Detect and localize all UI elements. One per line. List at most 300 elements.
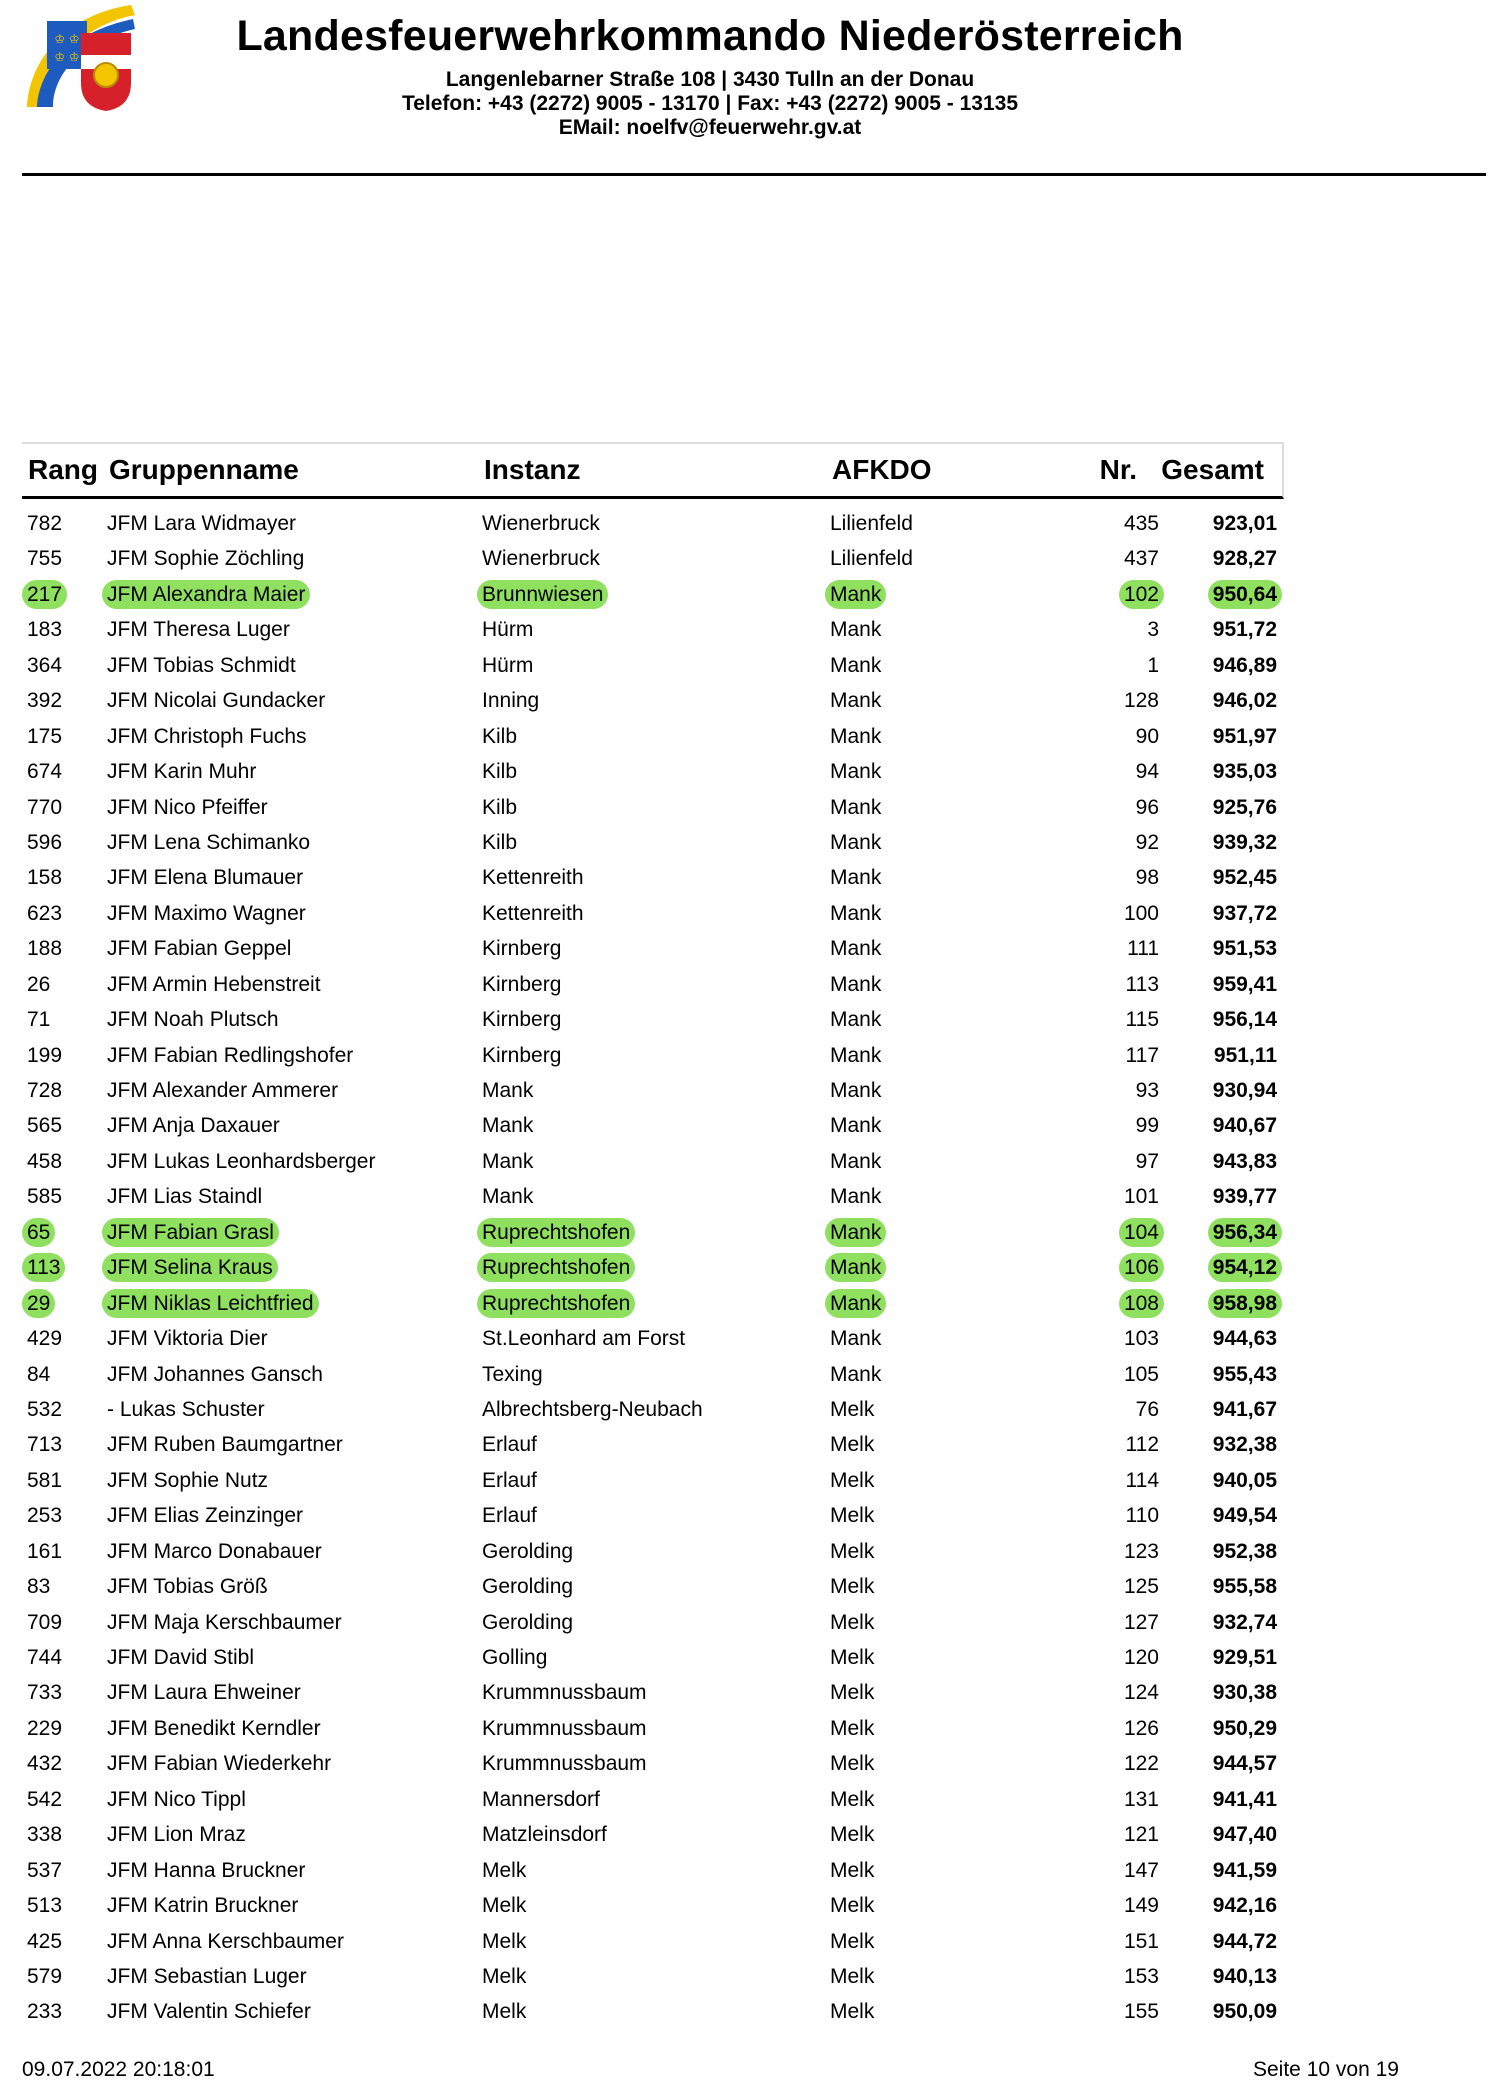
cell-instanz: Ruprechtshofen: [477, 1289, 635, 1318]
cell-rang: 71: [27, 1008, 51, 1032]
cell-nr: 151: [1123, 1929, 1159, 1953]
cell-rang: 26: [27, 972, 51, 996]
cell-nr: 96: [1135, 795, 1159, 819]
cell-rang: 458: [27, 1149, 63, 1173]
cell-afkdo: Mank: [830, 1079, 882, 1102]
cell-afkdo: Melk: [830, 1894, 875, 1918]
cell-gesamt: 939,77: [1212, 1185, 1277, 1209]
cell-gruppenname: JFM Alexandra Maier: [102, 580, 310, 609]
table-row: [22, 1605, 1284, 1640]
cell-rang: 183: [27, 618, 63, 642]
cell-afkdo: Mank: [830, 724, 882, 748]
cell-gesamt: 930,38: [1212, 1681, 1277, 1705]
table-row: [22, 1179, 1284, 1214]
col-header-afkdo: AFKDO: [832, 454, 932, 485]
cell-nr: 437: [1123, 547, 1159, 571]
cell-gruppenname: JFM Nicolai Gundacker: [107, 689, 326, 713]
cell-nr: 114: [1125, 1468, 1159, 1492]
cell-instanz: Krummnussbaum: [482, 1681, 647, 1705]
table-row: [22, 1002, 1284, 1037]
cell-rang: 199: [27, 1043, 63, 1067]
cell-gruppenname: JFM Tobias Schmidt: [107, 653, 296, 677]
cell-nr: 104: [1119, 1218, 1164, 1247]
cell-afkdo: Melk: [830, 1610, 875, 1634]
cell-nr: 117: [1125, 1043, 1159, 1067]
cell-gruppenname: JFM Theresa Luger: [107, 618, 290, 642]
cell-instanz: Krummnussbaum: [482, 1752, 647, 1776]
cell-instanz: Melk: [482, 1929, 527, 1953]
table-row: [22, 1817, 1284, 1852]
cell-gruppenname: JFM Fabian Geppel: [107, 937, 292, 961]
cell-rang: 581: [27, 1468, 63, 1492]
cell-instanz: Wienerbruck: [482, 512, 600, 535]
cell-nr: 103: [1123, 1327, 1159, 1351]
cell-instanz: Brunnwiesen: [477, 580, 608, 609]
cell-rang: 338: [27, 1823, 63, 1847]
cell-afkdo: Melk: [830, 1539, 875, 1563]
cell-afkdo: Melk: [830, 1787, 875, 1811]
table-row: [22, 1498, 1284, 1533]
cell-gruppenname: JFM Tobias Größ: [107, 1575, 268, 1599]
cell-afkdo: Mank: [830, 972, 882, 996]
cell-afkdo: Melk: [830, 1646, 875, 1669]
cell-nr: 97: [1135, 1149, 1159, 1173]
cell-gesamt: 947,40: [1212, 1823, 1277, 1847]
cell-nr: 147: [1123, 1858, 1159, 1882]
cell-gesamt: 955,58: [1212, 1575, 1277, 1599]
cell-instanz: Mannersdorf: [482, 1787, 600, 1811]
cell-rang: 728: [27, 1079, 63, 1102]
cell-nr: 108: [1119, 1289, 1164, 1318]
cell-afkdo: Melk: [830, 1433, 875, 1457]
logo-emblem: [94, 63, 118, 87]
cell-nr: 92: [1135, 830, 1159, 854]
cell-rang: 565: [27, 1114, 63, 1138]
cell-gesamt: 958,98: [1208, 1289, 1282, 1318]
table-row: [22, 931, 1284, 966]
cell-afkdo: Mank: [830, 1327, 882, 1351]
table-row: [22, 612, 1284, 647]
table-row: [22, 754, 1284, 789]
cell-afkdo: Mank: [830, 760, 882, 784]
table-row: [22, 577, 1284, 612]
cell-afkdo: Mank: [830, 689, 882, 713]
cell-rang: 229: [27, 1716, 63, 1740]
cell-gruppenname: JFM Fabian Redlingshofer: [107, 1043, 354, 1067]
cell-gruppenname: JFM Alexander Ammerer: [107, 1079, 339, 1102]
table-row: [22, 1534, 1284, 1569]
cell-gesamt: 940,67: [1212, 1114, 1277, 1138]
cell-gruppenname: JFM Ruben Baumgartner: [107, 1433, 343, 1457]
cell-rang: 770: [27, 795, 63, 819]
cell-nr: 98: [1135, 866, 1159, 890]
cell-gruppenname: JFM Selina Kraus: [102, 1253, 278, 1282]
cell-nr: 106: [1119, 1253, 1164, 1282]
cell-gruppenname: JFM Lion Mraz: [107, 1823, 246, 1847]
cell-instanz: Kilb: [482, 724, 518, 748]
cell-gesamt: 946,89: [1212, 653, 1277, 677]
cell-gesamt: 944,57: [1212, 1752, 1277, 1776]
cell-afkdo: Mank: [825, 1253, 886, 1282]
cell-gesamt: 944,72: [1212, 1929, 1277, 1953]
cell-nr: 93: [1135, 1079, 1159, 1102]
cell-gesamt: 932,38: [1212, 1433, 1277, 1457]
ranking-table: [22, 442, 1284, 2030]
cell-nr: 120: [1123, 1646, 1159, 1669]
cell-nr: 76: [1135, 1397, 1159, 1421]
table-row: [22, 1144, 1284, 1179]
cell-nr: 149: [1123, 1894, 1159, 1918]
cell-rang: 782: [27, 512, 63, 535]
cell-instanz: Melk: [482, 1964, 527, 1988]
cell-instanz: Kilb: [482, 760, 518, 784]
cell-gesamt: 940,05: [1212, 1468, 1277, 1492]
cell-nr: 113: [1125, 972, 1159, 996]
org-phone: Telefon: +43 (2272) 9005 - 13170 | Fax: +43 (2272) 9005 - 13135: [401, 92, 1019, 115]
cell-gruppenname: JFM Fabian Grasl: [102, 1218, 279, 1247]
cell-gruppenname: JFM Fabian Wiederkehr: [107, 1752, 332, 1776]
cell-gesamt: 952,45: [1212, 866, 1277, 890]
cell-rang: 158: [27, 866, 63, 890]
cell-nr: 126: [1123, 1716, 1159, 1740]
cell-gruppenname: JFM Nico Tippl: [107, 1787, 246, 1811]
cell-instanz: Kirnberg: [482, 1008, 562, 1032]
table-row: [22, 790, 1284, 825]
cell-instanz: Wienerbruck: [482, 547, 600, 571]
cell-rang: 674: [27, 760, 63, 784]
cell-rang: 364: [27, 653, 63, 677]
cell-gesamt: 940,13: [1212, 1964, 1277, 1988]
table-row: [22, 1357, 1284, 1392]
cell-gruppenname: JFM Valentin Schiefer: [107, 2000, 311, 2024]
cell-instanz: Kettenreith: [482, 866, 584, 890]
org-address: Langenlebarner Straße 108 | 3430 Tulln an der Donau: [445, 68, 975, 91]
table-row: [22, 1073, 1284, 1108]
cell-gesamt: 956,34: [1208, 1218, 1282, 1247]
cell-instanz: Golling: [482, 1646, 548, 1669]
cell-gesamt: 923,01: [1212, 512, 1277, 535]
cell-nr: 111: [1127, 937, 1159, 961]
cell-gesamt: 951,97: [1212, 724, 1277, 748]
cell-gesamt: 941,41: [1212, 1787, 1277, 1811]
cell-rang: 579: [27, 1964, 63, 1988]
cell-gesamt: 935,03: [1212, 760, 1277, 784]
cell-rang: 513: [27, 1894, 63, 1918]
cell-nr: 131: [1123, 1787, 1159, 1811]
cell-gesamt: 941,67: [1212, 1397, 1277, 1421]
cell-gruppenname: JFM Elena Blumauer: [107, 866, 304, 890]
cell-gruppenname: JFM Armin Hebenstreit: [107, 972, 321, 996]
cell-rang: 733: [27, 1681, 63, 1705]
cell-rang: 432: [27, 1752, 63, 1776]
cell-gruppenname: JFM Christoph Fuchs: [107, 724, 307, 748]
cell-gruppenname: JFM Benedikt Kerndler: [107, 1716, 321, 1740]
cell-gesamt: 943,83: [1212, 1149, 1277, 1173]
cell-gruppenname: JFM Maja Kerschbaumer: [107, 1610, 342, 1634]
cell-afkdo: Mank: [830, 1114, 882, 1138]
cell-instanz: Ruprechtshofen: [477, 1218, 635, 1247]
cell-nr: 127: [1123, 1610, 1159, 1634]
cell-afkdo: Mank: [830, 1362, 882, 1386]
table-row: [22, 1392, 1284, 1427]
table-row: [22, 1782, 1284, 1817]
cell-instanz: Mank: [482, 1079, 534, 1102]
cell-afkdo: Mank: [830, 653, 882, 677]
table-row: [22, 1994, 1284, 2029]
cell-nr: 124: [1123, 1681, 1159, 1705]
svg-text:♔ ♔: ♔ ♔: [54, 32, 80, 46]
cell-gesamt: 951,53: [1212, 937, 1277, 961]
cell-rang: 755: [27, 547, 63, 571]
cell-nr: 115: [1125, 1008, 1159, 1032]
cell-afkdo: Melk: [830, 1716, 875, 1740]
cell-gesamt: 959,41: [1212, 972, 1277, 996]
cell-gesamt: 928,27: [1212, 547, 1277, 571]
cell-instanz: Hürm: [482, 618, 534, 642]
cell-nr: 122: [1123, 1752, 1159, 1776]
cell-rang: 623: [27, 901, 63, 925]
cell-instanz: Melk: [482, 1858, 527, 1882]
cell-gruppenname: JFM Nico Pfeiffer: [107, 795, 268, 819]
table-row: [22, 1675, 1284, 1710]
cell-gesamt: 950,29: [1212, 1716, 1277, 1740]
col-header-gruppenname: Gruppenname: [109, 454, 299, 485]
cell-rang: 744: [27, 1646, 63, 1669]
svg-text:♔ ♔: ♔ ♔: [54, 50, 80, 64]
cell-gruppenname: JFM Sophie Zöchling: [107, 547, 305, 571]
page-number: Seite 10 von 19: [1253, 2058, 1399, 2081]
cell-gesamt: 932,74: [1212, 1610, 1277, 1634]
table-row: [22, 1746, 1284, 1781]
cell-gesamt: 951,72: [1212, 618, 1277, 642]
cell-nr: 110: [1125, 1504, 1159, 1528]
cell-instanz: Kirnberg: [482, 1043, 562, 1067]
cell-gesamt: 950,64: [1208, 580, 1282, 609]
cell-rang: 161: [27, 1539, 63, 1563]
cell-instanz: Erlauf: [482, 1468, 537, 1492]
cell-afkdo: Melk: [830, 1397, 875, 1421]
cell-instanz: Kilb: [482, 830, 518, 854]
table-row: [22, 1215, 1284, 1250]
cell-instanz: Hürm: [482, 653, 534, 677]
cell-gruppenname: JFM Viktoria Dier: [107, 1327, 268, 1351]
cell-nr: 125: [1123, 1575, 1159, 1599]
cell-nr: 435: [1123, 512, 1159, 535]
cell-instanz: St.Leonhard am Forst: [482, 1327, 686, 1351]
cell-rang: 596: [27, 830, 63, 854]
cell-nr: 90: [1135, 724, 1159, 748]
cell-nr: 101: [1123, 1185, 1159, 1209]
table-row: [22, 860, 1284, 895]
cell-gesamt: 939,32: [1212, 830, 1277, 854]
cell-afkdo: Melk: [830, 2000, 875, 2024]
cell-nr: 105: [1123, 1362, 1159, 1386]
cell-afkdo: Melk: [830, 1752, 875, 1776]
cell-gruppenname: JFM Niklas Leichtfried: [102, 1289, 319, 1318]
cell-gruppenname: JFM Anja Daxauer: [107, 1114, 280, 1138]
cell-instanz: Erlauf: [482, 1504, 537, 1528]
table-row: [22, 1286, 1284, 1321]
cell-rang: 532: [27, 1397, 63, 1421]
cell-gruppenname: JFM Maximo Wagner: [107, 901, 306, 925]
cell-gruppenname: JFM Katrin Bruckner: [107, 1894, 299, 1918]
cell-afkdo: Mank: [830, 866, 882, 890]
table-row: [22, 506, 1284, 541]
cell-afkdo: Melk: [830, 1823, 875, 1847]
col-header-gesamt: Gesamt: [1161, 454, 1264, 485]
cell-afkdo: Mank: [825, 1218, 886, 1247]
cell-gruppenname: JFM Hanna Bruckner: [107, 1858, 306, 1882]
cell-afkdo: Mank: [830, 1185, 882, 1209]
cell-instanz: Melk: [482, 1894, 527, 1918]
cell-gesamt: 941,59: [1212, 1858, 1277, 1882]
table-row: [22, 1463, 1284, 1498]
cell-instanz: Kirnberg: [482, 972, 562, 996]
cell-gruppenname: JFM David Stibl: [107, 1646, 255, 1669]
cell-rang: 217: [22, 580, 67, 609]
cell-nr: 155: [1123, 2000, 1159, 2024]
cell-instanz: Albrechtsberg-Neubach: [482, 1397, 703, 1421]
cell-afkdo: Lilienfeld: [830, 547, 913, 571]
cell-rang: 175: [27, 724, 63, 748]
cell-afkdo: Melk: [830, 1681, 875, 1705]
cell-gesamt: 929,51: [1212, 1646, 1277, 1669]
table-row: [22, 1569, 1284, 1604]
cell-afkdo: Mank: [830, 1149, 882, 1173]
cell-nr: 99: [1135, 1114, 1159, 1138]
cell-gruppenname: JFM Lukas Leonhardsberger: [107, 1149, 376, 1173]
cell-gesamt: 954,12: [1208, 1253, 1282, 1282]
cell-gruppenname: - Lukas Schuster: [107, 1397, 265, 1421]
cell-gesamt: 925,76: [1212, 795, 1277, 819]
table-header: [22, 442, 1284, 499]
cell-afkdo: Mank: [825, 1289, 886, 1318]
cell-rang: 425: [27, 1929, 63, 1953]
table-row: [22, 1250, 1284, 1285]
cell-rang: 709: [27, 1610, 63, 1634]
cell-gruppenname: JFM Lena Schimanko: [107, 830, 311, 854]
table-row: [22, 896, 1284, 931]
table-row: [22, 825, 1284, 860]
cell-instanz: Gerolding: [482, 1539, 574, 1563]
cell-gruppenname: JFM Lara Widmayer: [107, 512, 297, 535]
table-row: [22, 1427, 1284, 1462]
cell-instanz: Mank: [482, 1149, 534, 1173]
cell-rang: 585: [27, 1185, 63, 1209]
cell-instanz: Gerolding: [482, 1610, 574, 1634]
cell-instanz: Gerolding: [482, 1575, 574, 1599]
cell-rang: 113: [22, 1253, 65, 1282]
cell-afkdo: Melk: [830, 1504, 875, 1528]
print-timestamp: 09.07.2022 20:18:01: [22, 2058, 215, 2081]
cell-rang: 537: [27, 1858, 63, 1882]
cell-rang: 29: [22, 1289, 55, 1318]
cell-instanz: Kirnberg: [482, 937, 562, 961]
cell-afkdo: Lilienfeld: [830, 512, 913, 535]
cell-nr: 102: [1119, 580, 1164, 609]
cell-instanz: Texing: [482, 1362, 543, 1386]
cell-gruppenname: JFM Laura Ehweiner: [107, 1681, 301, 1705]
cell-gesamt: 950,09: [1212, 2000, 1277, 2024]
cell-rang: 392: [27, 689, 63, 713]
org-title: Landesfeuerwehrkommando Niederösterreich: [236, 12, 1184, 60]
table-row: [22, 541, 1284, 576]
cell-afkdo: Mank: [830, 1008, 882, 1032]
table-row: [22, 967, 1284, 1002]
col-header-instanz: Instanz: [484, 454, 581, 485]
table-body: [22, 506, 1284, 2030]
table-row: [22, 683, 1284, 718]
cell-instanz: Kettenreith: [482, 901, 584, 925]
cell-gesamt: 942,16: [1212, 1894, 1277, 1918]
col-header-nr: Nr.: [1099, 454, 1137, 485]
table-row: [22, 1959, 1284, 1994]
cell-afkdo: Melk: [830, 1858, 875, 1882]
cell-gruppenname: JFM Elias Zeinzinger: [107, 1504, 304, 1528]
cell-rang: 83: [27, 1575, 51, 1599]
cell-instanz: Mank: [482, 1185, 534, 1209]
cell-instanz: Ruprechtshofen: [477, 1253, 635, 1282]
table-row: [22, 1853, 1284, 1888]
cell-afkdo: Mank: [830, 795, 882, 819]
cell-nr: 121: [1123, 1823, 1159, 1847]
cell-gruppenname: JFM Karin Muhr: [107, 760, 257, 784]
cell-instanz: Melk: [482, 2000, 527, 2024]
col-header-rang: Rang: [28, 454, 98, 485]
cell-afkdo: Mank: [830, 830, 882, 854]
cell-nr: 94: [1135, 760, 1159, 784]
lfkdo-logo: [23, 3, 137, 113]
cell-afkdo: Melk: [830, 1964, 875, 1988]
table-row: [22, 1038, 1284, 1073]
cell-gesamt: 951,11: [1213, 1043, 1277, 1067]
cell-instanz: Mank: [482, 1114, 534, 1138]
table-row: [22, 1640, 1284, 1675]
cell-gesamt: 944,63: [1212, 1327, 1277, 1351]
cell-afkdo: Melk: [830, 1929, 875, 1953]
cell-gesamt: 930,94: [1212, 1079, 1277, 1102]
cell-nr: 1: [1147, 653, 1159, 677]
cell-nr: 128: [1123, 689, 1159, 713]
cell-gesamt: 946,02: [1212, 689, 1277, 713]
cell-instanz: Krummnussbaum: [482, 1716, 647, 1740]
cell-nr: 123: [1123, 1539, 1159, 1563]
table-row: [22, 1108, 1284, 1143]
cell-gesamt: 937,72: [1212, 901, 1277, 925]
table-row: [22, 1924, 1284, 1959]
header-divider: [22, 173, 1486, 176]
cell-gruppenname: JFM Sophie Nutz: [107, 1468, 269, 1492]
cell-afkdo: Melk: [830, 1468, 875, 1492]
cell-afkdo: Mank: [830, 618, 882, 642]
cell-rang: 429: [27, 1327, 63, 1351]
cell-rang: 84: [27, 1362, 51, 1386]
cell-gesamt: 949,54: [1212, 1504, 1277, 1528]
cell-gruppenname: JFM Sebastian Luger: [107, 1964, 307, 1988]
cell-rang: 542: [27, 1787, 63, 1811]
cell-rang: 65: [22, 1218, 55, 1247]
cell-gruppenname: JFM Noah Plutsch: [107, 1008, 279, 1032]
cell-gesamt: 956,14: [1212, 1008, 1277, 1032]
table-row: [22, 1888, 1284, 1923]
table-row: [22, 1321, 1284, 1356]
cell-nr: 153: [1123, 1964, 1159, 1988]
cell-afkdo: Mank: [830, 901, 882, 925]
table-row: [22, 648, 1284, 683]
table-row: [22, 719, 1284, 754]
cell-gruppenname: JFM Anna Kerschbaumer: [107, 1929, 344, 1953]
cell-rang: 233: [27, 2000, 63, 2024]
